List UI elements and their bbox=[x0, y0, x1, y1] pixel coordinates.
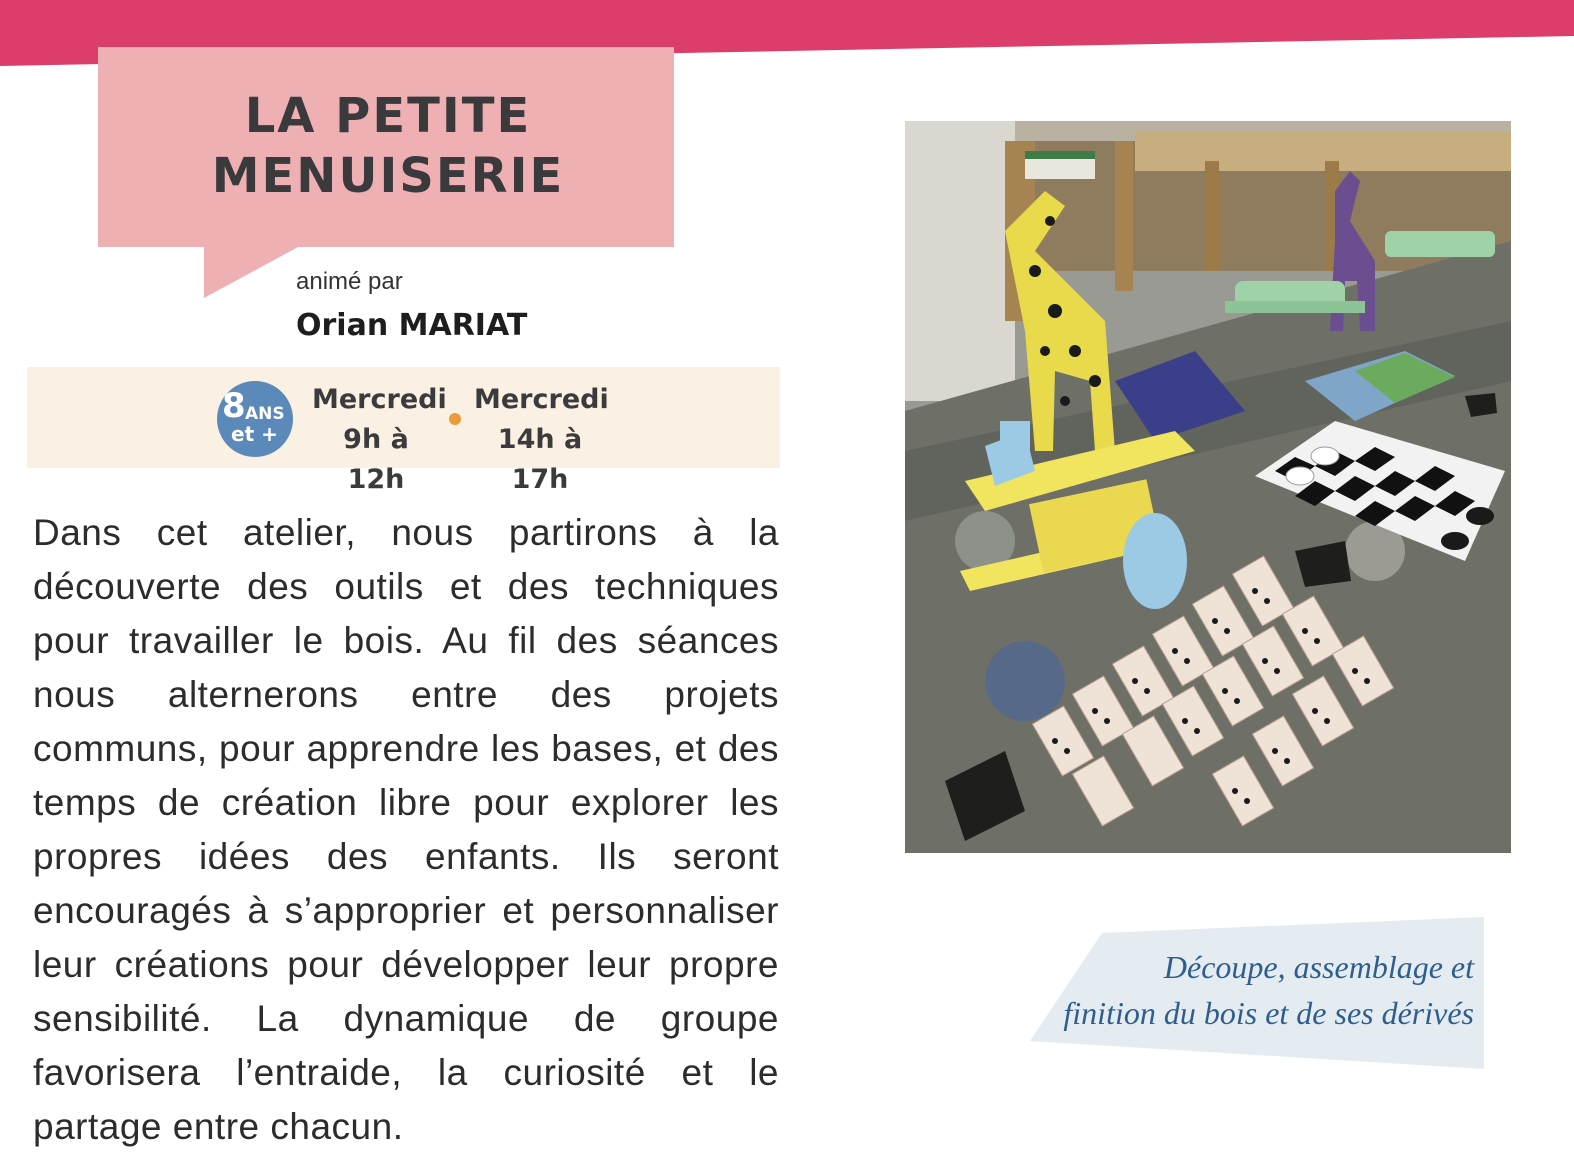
caption-line-1: Découpe, assemblage et bbox=[1163, 949, 1474, 985]
session-slot-afternoon bbox=[474, 380, 609, 500]
session-hours: 14h à 17h bbox=[497, 424, 583, 495]
age-number: 8 bbox=[222, 386, 246, 426]
session-day: Mercredi bbox=[474, 384, 609, 415]
workbench-toys-image bbox=[905, 121, 1511, 853]
age-badge bbox=[217, 381, 293, 457]
session-day: Mercredi bbox=[312, 384, 447, 415]
byline-label: animé par bbox=[296, 268, 403, 295]
separator-dot bbox=[449, 413, 461, 425]
page-title bbox=[98, 86, 678, 206]
age-unit: ANS bbox=[245, 404, 285, 424]
session-hours: 9h à 12h bbox=[343, 424, 409, 495]
age-suffix: et + bbox=[231, 422, 278, 446]
photo-caption bbox=[1034, 944, 1474, 1036]
session-slot-morning bbox=[312, 380, 447, 500]
title-line-1: LA PETITE bbox=[244, 88, 532, 144]
workshop-photo bbox=[905, 121, 1511, 853]
title-line-2: MENUISERIE bbox=[211, 148, 565, 204]
instructor-name: Orian MARIAT bbox=[296, 308, 528, 343]
description-paragraph: Dans cet atelier, nous partirons à la découverte des outils et des techniques pour travailler le bois. Au fil des séances nous alternerons entre des projets communs, pour apprendre les bases, et des temps de création libre pour explorer les propres idées des enfants. Ils seront encouragés à s’approprier et personnaliser leur créations pour développer leur propre sensibilité. La dynamique de groupe favorisera l’entraide, la curiosité et le partage entre chacun. bbox=[33, 512, 779, 1147]
title-bubble-tail bbox=[204, 246, 304, 302]
caption-line-2: finition du bois et de ses dérivés bbox=[1063, 995, 1474, 1031]
